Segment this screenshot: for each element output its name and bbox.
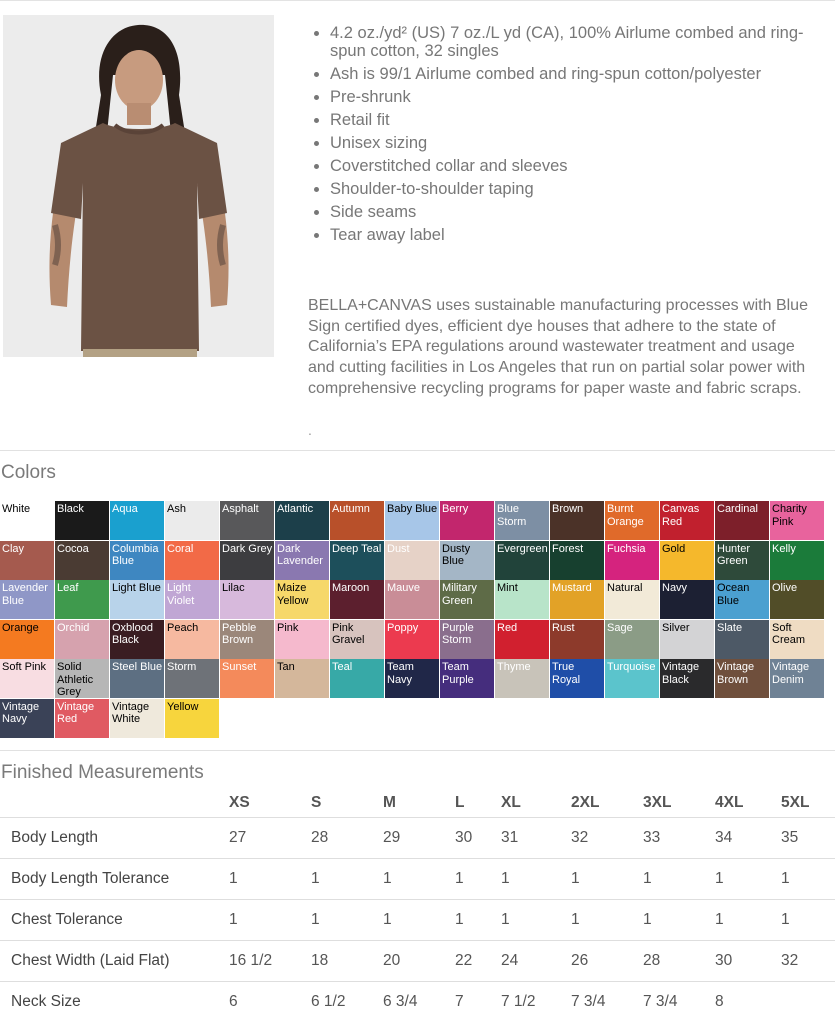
measurement-value: 7 1/2 <box>501 982 571 1023</box>
feature-item: • Retail fit <box>330 111 835 129</box>
measurement-value: 1 <box>383 900 455 941</box>
color-swatch[interactable]: Olive <box>770 580 824 619</box>
measurement-value: 1 <box>781 859 835 900</box>
size-header-blank <box>0 789 229 818</box>
color-swatch[interactable]: Mustard <box>550 580 604 619</box>
color-swatch[interactable]: Team Purple <box>440 659 494 698</box>
color-swatch[interactable]: Cardinal <box>715 501 769 540</box>
feature-item: • Side seams <box>330 203 835 221</box>
top-divider <box>0 0 835 1</box>
color-swatch[interactable]: Mint <box>495 580 549 619</box>
measurement-value: 1 <box>643 859 715 900</box>
feature-item: • Unisex sizing <box>330 134 835 152</box>
color-swatch[interactable]: Berry <box>440 501 494 540</box>
measurement-value: 34 <box>715 818 781 859</box>
color-swatch[interactable]: Peach <box>165 620 219 659</box>
measurement-row <box>0 818 835 859</box>
measurement-value: 6 <box>229 982 311 1023</box>
color-swatch[interactable]: Vintage White <box>110 699 164 738</box>
color-swatch[interactable]: Team Navy <box>385 659 439 698</box>
product-photo <box>3 15 274 357</box>
color-swatch[interactable]: Canvas Red <box>660 501 714 540</box>
trailing-dot: . <box>308 422 312 438</box>
measurement-value: 7 <box>455 982 501 1023</box>
size-header: M <box>383 794 396 811</box>
measurement-value: 1 <box>311 900 383 941</box>
size-header: 5XL <box>781 794 810 811</box>
color-swatch[interactable]: Navy <box>660 580 714 619</box>
size-header: L <box>455 794 465 811</box>
measurement-value: 26 <box>571 941 643 982</box>
size-header: 2XL <box>571 794 600 811</box>
color-swatch[interactable]: Light Violet <box>165 580 219 619</box>
measurement-value: 7 3/4 <box>571 982 643 1023</box>
color-swatch[interactable]: Deep Teal <box>330 541 384 580</box>
color-swatch[interactable]: Lilac <box>220 580 274 619</box>
color-swatch[interactable]: Vintage Black <box>660 659 714 698</box>
measurement-value: 18 <box>311 941 383 982</box>
color-swatch[interactable]: Orchid <box>55 620 109 659</box>
measurements-heading: Finished Measurements <box>1 762 204 783</box>
measurement-value: 1 <box>501 859 571 900</box>
feature-item: • Coverstitched collar and sleeves <box>330 157 835 175</box>
measurement-value: 24 <box>501 941 571 982</box>
color-swatch[interactable]: Atlantic <box>275 501 329 540</box>
feature-item: • 4.2 oz./yd² (US) 7 oz./L yd (CA), 100% Airlume combed and ring-spun cotton, 32 singles <box>330 24 835 60</box>
measurement-label: Body Length Tolerance <box>0 859 229 900</box>
color-swatch[interactable]: Sage <box>605 620 659 659</box>
color-swatch[interactable]: Slate <box>715 620 769 659</box>
measurement-value: 1 <box>455 859 501 900</box>
color-swatch[interactable]: White <box>0 501 54 540</box>
measurement-row <box>0 982 835 1023</box>
color-swatch[interactable]: Vintage Red <box>55 699 109 738</box>
size-header-row <box>0 789 835 818</box>
color-swatch[interactable]: Dark Grey <box>220 541 274 580</box>
measurement-value: 32 <box>571 818 643 859</box>
color-swatch[interactable]: Storm <box>165 659 219 698</box>
measurement-row <box>0 859 835 900</box>
measurement-value: 28 <box>311 818 383 859</box>
color-swatch[interactable]: Steel Blue <box>110 659 164 698</box>
color-swatch[interactable]: Silver <box>660 620 714 659</box>
color-swatch[interactable]: Vintage Denim <box>770 659 824 698</box>
feature-item: • Ash is 99/1 Airlume combed and ring-spun cotton/polyester <box>330 65 835 83</box>
feature-list <box>307 24 835 249</box>
measurement-value: 35 <box>781 818 835 859</box>
color-swatch[interactable]: Maize Yellow <box>275 580 329 619</box>
measurement-value: 29 <box>383 818 455 859</box>
measurement-value: 7 3/4 <box>643 982 715 1023</box>
color-swatch[interactable]: Forest <box>550 541 604 580</box>
measurement-label: Neck Size <box>0 982 229 1023</box>
measurement-value: 6 3/4 <box>383 982 455 1023</box>
color-swatch[interactable]: Black <box>55 501 109 540</box>
color-swatch[interactable]: Aqua <box>110 501 164 540</box>
color-swatch[interactable]: Ocean Blue <box>715 580 769 619</box>
color-swatch[interactable]: Baby Blue <box>385 501 439 540</box>
color-swatch[interactable]: Coral <box>165 541 219 580</box>
color-swatch[interactable]: Burnt Orange <box>605 501 659 540</box>
section-divider <box>0 750 835 751</box>
measurement-value: 1 <box>781 900 835 941</box>
color-swatch[interactable]: Gold <box>660 541 714 580</box>
measurement-label: Chest Width (Laid Flat) <box>0 941 229 982</box>
measurement-label: Body Length <box>0 818 229 859</box>
color-swatch[interactable]: Clay <box>0 541 54 580</box>
color-swatch[interactable]: Vintage Brown <box>715 659 769 698</box>
measurement-row <box>0 941 835 982</box>
size-header: XS <box>229 794 250 811</box>
color-swatch[interactable]: Vintage Navy <box>0 699 54 738</box>
feature-item: • Shoulder-to-shoulder taping <box>330 180 835 198</box>
color-swatch[interactable]: Purple Storm <box>440 620 494 659</box>
color-swatch[interactable]: True Royal <box>550 659 604 698</box>
color-swatch[interactable]: Leaf <box>55 580 109 619</box>
measurement-value: 1 <box>229 900 311 941</box>
color-swatch[interactable]: Maroon <box>330 580 384 619</box>
color-swatch[interactable]: Blue Storm <box>495 501 549 540</box>
colors-heading: Colors <box>1 462 56 483</box>
model-tshirt-illustration <box>3 15 274 357</box>
feature-item: • Tear away label <box>330 226 835 244</box>
color-swatch[interactable]: Pebble Brown <box>220 620 274 659</box>
measurement-value: 6 1/2 <box>311 982 383 1023</box>
measurement-value <box>781 982 835 1023</box>
measurement-value: 30 <box>715 941 781 982</box>
color-swatch[interactable]: Asphalt <box>220 501 274 540</box>
size-header: 4XL <box>715 794 744 811</box>
color-swatch[interactable]: Brown <box>550 501 604 540</box>
measurement-value: 16 1/2 <box>229 941 311 982</box>
color-swatch[interactable]: Fuchsia <box>605 541 659 580</box>
size-header: 3XL <box>643 794 672 811</box>
measurement-value: 33 <box>643 818 715 859</box>
measurement-label: Chest Tolerance <box>0 900 229 941</box>
color-swatch[interactable]: Sunset <box>220 659 274 698</box>
color-swatch[interactable]: Hunter Green <box>715 541 769 580</box>
product-description: BELLA+CANVAS uses sustainable manufacturing processes with Blue Sign certified dyes, efficient dye houses that adhere to the state of California’s EPA regulations around wastewater treatment and usage and cutting facilities in Los Angeles that run on partial solar power with comprehensive recycling programs for paper waste and fabric scraps. <box>308 297 808 397</box>
feature-item: • Pre-shrunk <box>330 88 835 106</box>
color-swatch[interactable]: Columbia Blue <box>110 541 164 580</box>
color-swatch[interactable]: Military Green <box>440 580 494 619</box>
color-swatch[interactable]: Natural <box>605 580 659 619</box>
color-swatch[interactable]: Yellow <box>165 699 219 738</box>
measurement-value: 27 <box>229 818 311 859</box>
color-swatch[interactable]: Autumn <box>330 501 384 540</box>
color-swatch[interactable]: Dust <box>385 541 439 580</box>
size-header: XL <box>501 794 521 811</box>
measurement-row <box>0 900 835 941</box>
color-swatch[interactable]: Pink Gravel <box>330 620 384 659</box>
color-swatch[interactable]: Pink <box>275 620 329 659</box>
color-swatch[interactable]: Evergreen <box>495 541 549 580</box>
color-swatch[interactable]: Ash <box>165 501 219 540</box>
color-swatch[interactable]: Turquoise <box>605 659 659 698</box>
size-header: S <box>311 794 322 811</box>
measurement-value: 28 <box>643 941 715 982</box>
color-swatch[interactable]: Light Blue <box>110 580 164 619</box>
measurement-value: 1 <box>715 859 781 900</box>
measurement-value: 1 <box>311 859 383 900</box>
measurement-value: 1 <box>383 859 455 900</box>
color-swatch[interactable]: Soft Cream <box>770 620 824 659</box>
measurement-value: 22 <box>455 941 501 982</box>
color-swatch[interactable]: Poppy <box>385 620 439 659</box>
color-swatch[interactable]: Thyme <box>495 659 549 698</box>
color-swatch[interactable]: Mauve <box>385 580 439 619</box>
color-swatch[interactable]: Dusty Blue <box>440 541 494 580</box>
color-swatch[interactable]: Lavender Blue <box>0 580 54 619</box>
color-swatch[interactable]: Red <box>495 620 549 659</box>
measurement-value: 1 <box>501 900 571 941</box>
measurements-table <box>0 789 835 1022</box>
measurement-value: 1 <box>715 900 781 941</box>
measurement-value: 20 <box>383 941 455 982</box>
measurement-value: 1 <box>229 859 311 900</box>
measurement-value: 1 <box>643 900 715 941</box>
measurement-value: 32 <box>781 941 835 982</box>
color-swatch[interactable]: Soft Pink <box>0 659 54 698</box>
color-swatch[interactable]: Dark Lavender <box>275 541 329 580</box>
color-swatch[interactable]: Tan <box>275 659 329 698</box>
measurement-value: 31 <box>501 818 571 859</box>
color-swatch[interactable]: Cocoa <box>55 541 109 580</box>
color-swatch[interactable]: Charity Pink <box>770 501 824 540</box>
color-swatch[interactable]: Orange <box>0 620 54 659</box>
measurement-value: 1 <box>571 900 643 941</box>
measurement-value: 8 <box>715 982 781 1023</box>
color-swatch[interactable]: Solid Athletic Grey <box>55 659 109 698</box>
color-swatch[interactable]: Kelly <box>770 541 824 580</box>
measurement-value: 30 <box>455 818 501 859</box>
color-swatch[interactable]: Oxblood Black <box>110 620 164 659</box>
measurement-value: 1 <box>455 900 501 941</box>
color-swatch[interactable]: Rust <box>550 620 604 659</box>
measurement-value: 1 <box>571 859 643 900</box>
section-divider <box>0 450 835 451</box>
color-swatch[interactable]: Teal <box>330 659 384 698</box>
